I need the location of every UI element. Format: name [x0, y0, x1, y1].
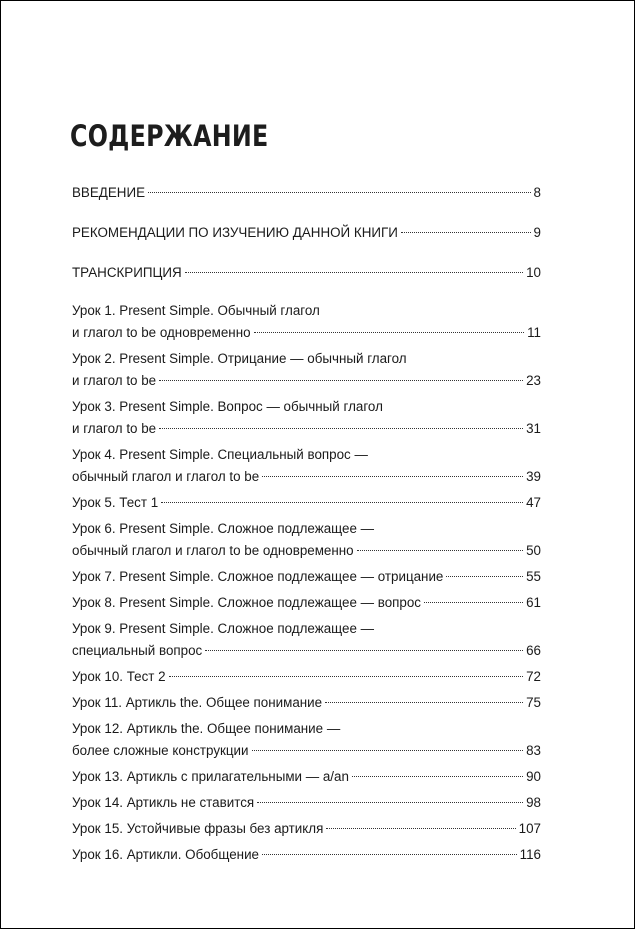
toc-entry-title: Урок 2. Present Simple. Отрицание — обычный глагол [72, 351, 407, 366]
dot-leader [185, 272, 523, 273]
toc-entry-line [72, 300, 541, 322]
toc-entry[interactable] [72, 718, 541, 762]
toc-entry-title: и глагол to be [72, 373, 157, 388]
dot-leader [401, 232, 531, 233]
toc-entry-title: и глагол to be [72, 421, 157, 436]
toc-entry-line [72, 792, 541, 814]
toc-page-number: 10 [526, 265, 541, 280]
toc-entry-line [72, 540, 541, 562]
toc-entry-title: специальный вопрос [72, 643, 203, 658]
toc-page-number: 9 [533, 225, 541, 240]
toc-entry-line [72, 322, 541, 344]
toc-entry[interactable] [72, 592, 541, 614]
table-of-contents [72, 182, 541, 870]
toc-entry-title: РЕКОМЕНДАЦИИ ПО ИЗУЧЕНИЮ ДАННОЙ КНИГИ [72, 225, 398, 240]
toc-entry-line [72, 818, 541, 840]
dot-leader [326, 828, 515, 829]
toc-entry-line [72, 592, 541, 614]
dot-leader [325, 702, 523, 703]
dot-leader [252, 750, 524, 751]
toc-entry-line [72, 566, 541, 588]
toc-entry-line [72, 640, 541, 662]
toc-entry-title: Урок 10. Тест 2 [72, 669, 166, 684]
toc-entry-line [72, 766, 541, 788]
toc-entry[interactable] [72, 844, 541, 866]
toc-entry[interactable] [72, 444, 541, 488]
toc-entry-line [72, 844, 541, 866]
toc-page-number: 90 [526, 769, 541, 784]
toc-page-number: 107 [518, 821, 541, 836]
toc-entry-line [72, 518, 541, 540]
toc-entry[interactable] [72, 818, 541, 840]
toc-page-number: 31 [526, 421, 541, 436]
toc-entry-line [72, 348, 541, 370]
toc-entry[interactable] [72, 518, 541, 562]
toc-page-number: 55 [526, 569, 541, 584]
toc-entry[interactable] [72, 262, 541, 284]
toc-entry-title: Урок 13. Артикль с прилагательными — a/an [72, 769, 349, 784]
toc-entry-title: более сложные конструкции [72, 743, 249, 758]
toc-entry[interactable] [72, 396, 541, 440]
toc-entry-title: Урок 8. Present Simple. Сложное подлежащее — вопрос [72, 595, 421, 610]
toc-page-number: 11 [527, 325, 541, 340]
toc-entry[interactable] [72, 618, 541, 662]
dot-leader [254, 332, 525, 333]
toc-page-number: 98 [526, 795, 541, 810]
toc-entry-line [72, 492, 541, 514]
toc-page-number: 116 [519, 847, 541, 862]
dot-leader [262, 476, 523, 477]
toc-entry[interactable] [72, 348, 541, 392]
toc-page-number: 47 [526, 495, 541, 510]
toc-entry-title: обычный глагол и глагол to be [72, 469, 260, 484]
toc-entry[interactable] [72, 182, 541, 204]
toc-entry-title: Урок 12. Артикль the. Общее понимание — [72, 721, 341, 736]
toc-entry-title: Урок 11. Артикль the. Общее понимание [72, 695, 323, 710]
toc-page-number: 23 [526, 373, 541, 388]
toc-entry[interactable] [72, 766, 541, 788]
toc-entry-title: ВВЕДЕНИЕ [72, 185, 146, 200]
toc-entry-line [72, 692, 541, 714]
toc-entry-line [72, 666, 541, 688]
toc-page-number: 39 [526, 469, 541, 484]
dot-leader [205, 650, 523, 651]
toc-entry[interactable] [72, 692, 541, 714]
toc-entry-line [72, 182, 541, 204]
dot-leader [257, 802, 523, 803]
dot-leader [424, 602, 523, 603]
toc-entry-line [72, 740, 541, 762]
toc-page-number: 66 [526, 643, 541, 658]
toc-entry[interactable] [72, 492, 541, 514]
toc-entry-title: обычный глагол и глагол to be одновременно [72, 543, 354, 558]
dot-leader [357, 550, 523, 551]
toc-entry-line [72, 370, 541, 392]
dot-leader [159, 428, 523, 429]
toc-entry-line [72, 718, 541, 740]
toc-entry-title: Урок 16. Артикли. Обобщение [72, 847, 259, 862]
toc-page-number: 61 [526, 595, 541, 610]
toc-entry-line [72, 466, 541, 488]
dot-leader [161, 502, 523, 503]
toc-entry-title: Урок 1. Present Simple. Обычный глагол [72, 303, 320, 318]
toc-entry-title: Урок 7. Present Simple. Сложное подлежащее — отрицание [72, 569, 444, 584]
dot-leader [159, 380, 523, 381]
toc-entry-line [72, 222, 541, 244]
toc-entry-title: Урок 5. Тест 1 [72, 495, 159, 510]
toc-page-number: 50 [526, 543, 541, 558]
toc-page-number: 75 [526, 695, 541, 710]
toc-entry-title: Урок 15. Устойчивые фразы без артикля [72, 821, 324, 836]
toc-entry-line [72, 618, 541, 640]
toc-entry[interactable] [72, 666, 541, 688]
toc-page-number: 83 [526, 743, 541, 758]
toc-entry-line [72, 396, 541, 418]
toc-entry-title: ТРАНСКРИПЦИЯ [72, 265, 182, 280]
dot-leader [148, 192, 531, 193]
toc-entry-title: Урок 3. Present Simple. Вопрос — обычный глагол [72, 399, 383, 414]
dot-leader [262, 854, 517, 855]
toc-entry-title: Урок 14. Артикль не ставится [72, 795, 255, 810]
toc-entry[interactable] [72, 300, 541, 344]
toc-page-number: 8 [533, 185, 541, 200]
toc-entry-line [72, 418, 541, 440]
dot-leader [446, 576, 523, 577]
toc-entry[interactable] [72, 792, 541, 814]
toc-entry-title: Урок 9. Present Simple. Сложное подлежащее — [72, 621, 375, 636]
toc-entry-title: и глагол to be одновременно [72, 325, 251, 340]
page-title: СОДЕРЖАНИЕ [70, 119, 269, 153]
dot-leader [169, 676, 524, 677]
toc-entry-title: Урок 4. Present Simple. Специальный вопрос — [72, 447, 368, 462]
toc-entry[interactable] [72, 222, 541, 244]
dot-leader [352, 776, 523, 777]
toc-entry[interactable] [72, 566, 541, 588]
toc-entry-line [72, 262, 541, 284]
toc-page-number: 72 [526, 669, 541, 684]
toc-entry-title: Урок 6. Present Simple. Сложное подлежащее — [72, 521, 375, 536]
toc-entry-line [72, 444, 541, 466]
